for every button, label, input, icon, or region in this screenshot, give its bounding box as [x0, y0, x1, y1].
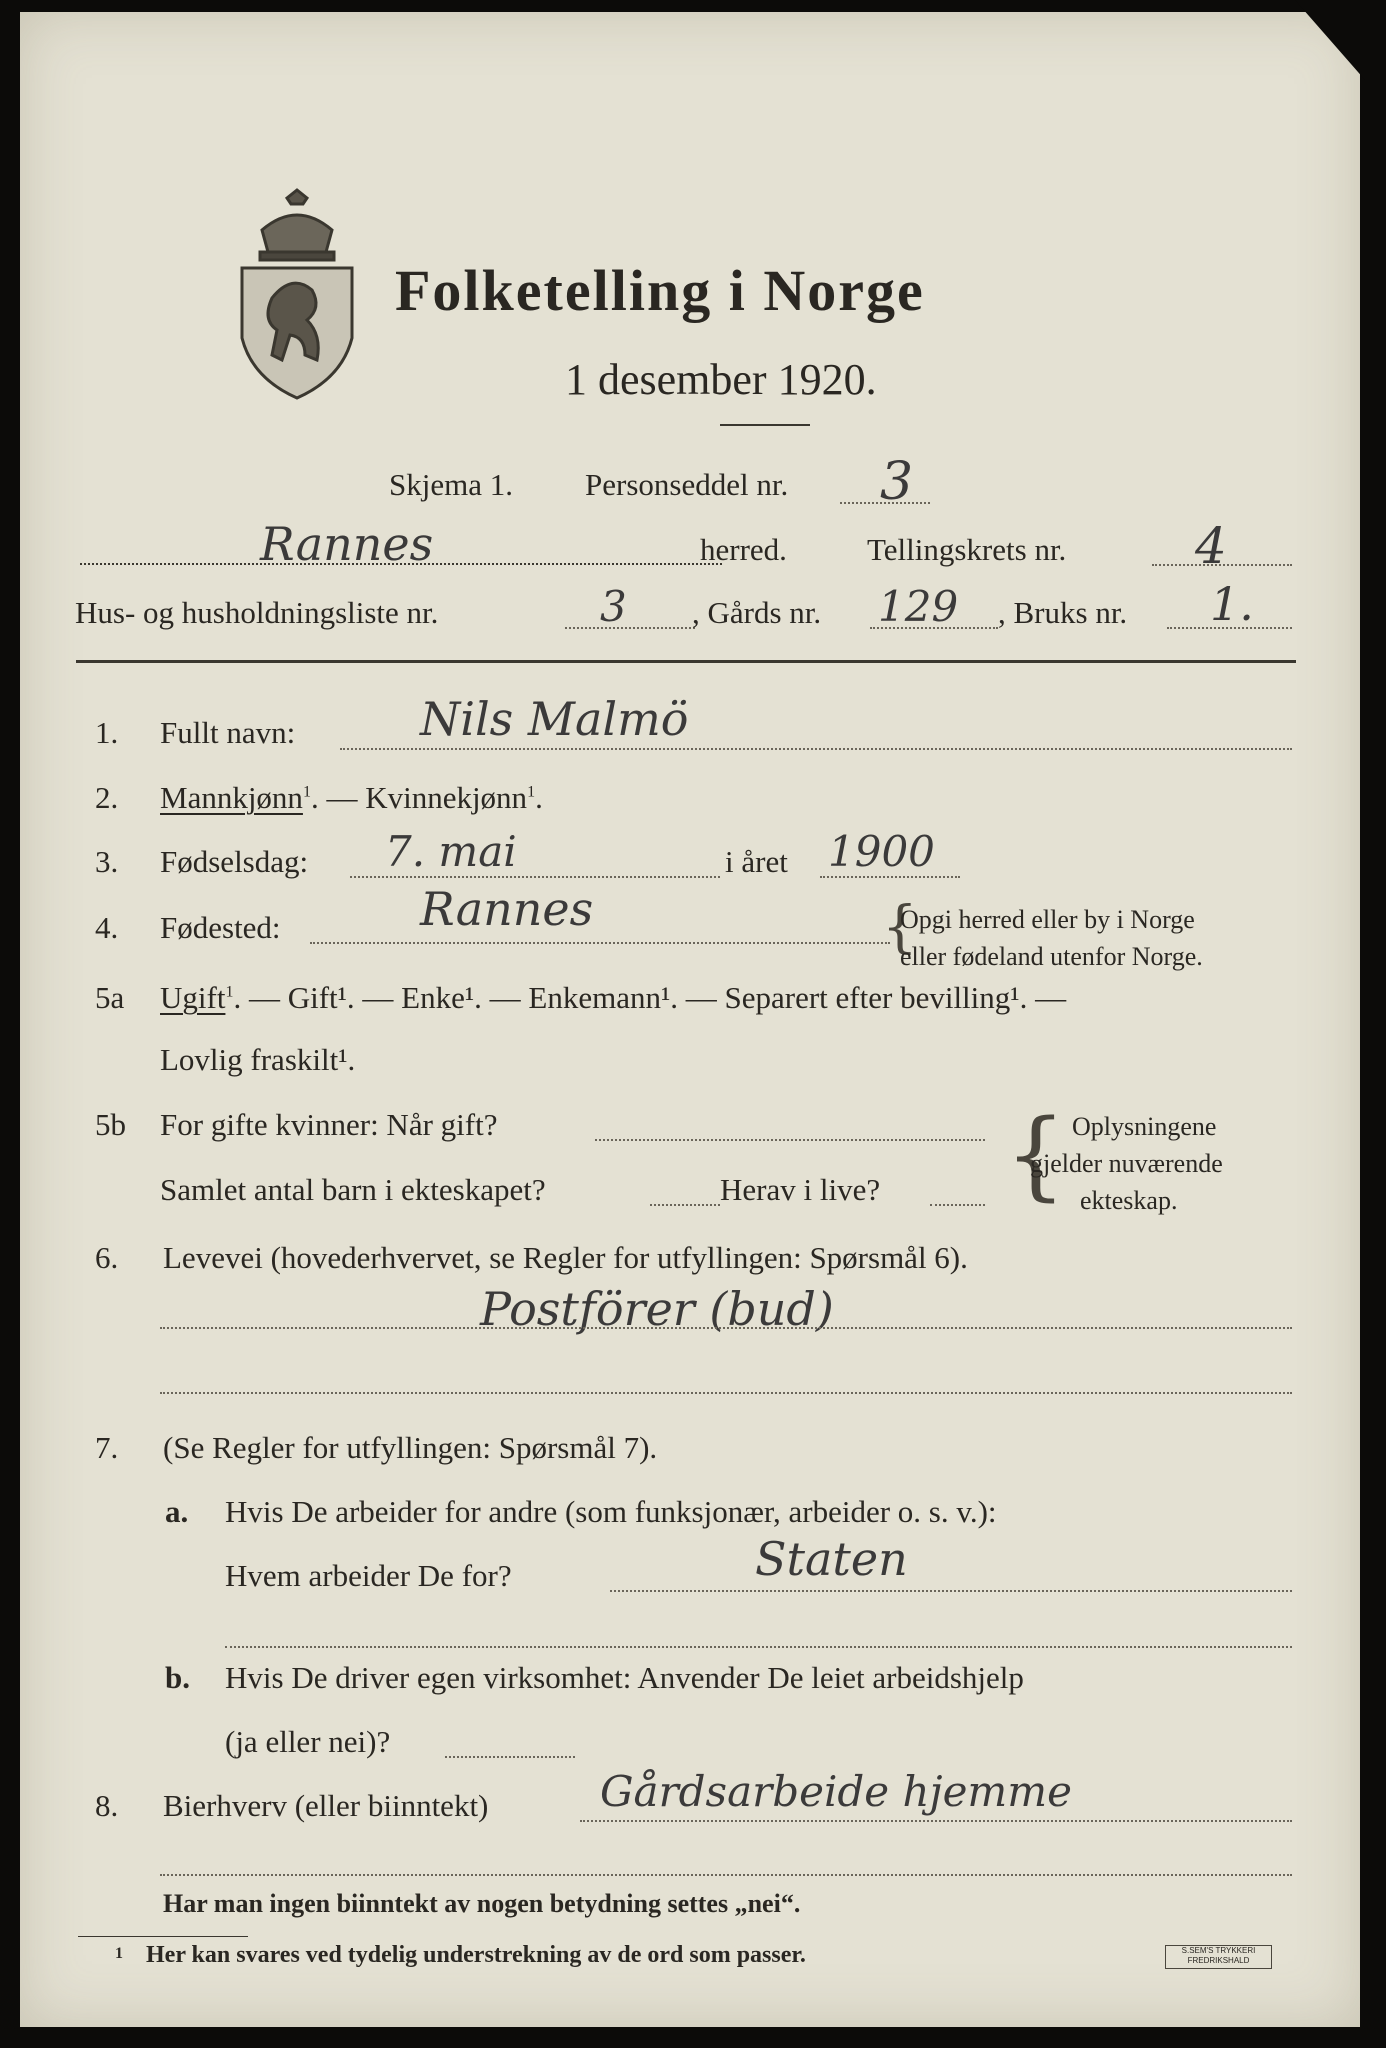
q5b-line1: For gifte kvinner: Når gift? [160, 1107, 498, 1142]
title-divider [720, 424, 810, 426]
q2-kvinne-option[interactable]: Kvinnekjønn [365, 780, 528, 815]
q5b-note-line1: Oplysningene [1072, 1112, 1217, 1141]
q6-field-line1[interactable] [160, 1327, 1292, 1329]
q7a-employer-value: Staten [755, 1532, 908, 1586]
footnote-text: Her kan svares ved tydelig understrekning av de ord som passer. [146, 1942, 806, 1968]
q2-mann-sup: 1 [302, 783, 311, 801]
q1-label: Fullt navn: [160, 715, 296, 750]
q2-options [160, 780, 543, 816]
q5a-options [160, 980, 1066, 1016]
gards-value: 129 [878, 582, 959, 631]
q4-label: Fødested: [160, 910, 281, 945]
q8-number: 8. [95, 1788, 119, 1823]
q6-label: Levevei (hovederhvervet, se Regler for utfyllingen: Spørsmål 6). [163, 1240, 968, 1275]
tellingskrets-value: 4 [1195, 517, 1227, 575]
q5b-alive-field[interactable] [930, 1204, 985, 1206]
census-form-paper [20, 12, 1360, 2027]
q6-value: Postförer (bud) [480, 1282, 834, 1336]
tellingskrets-label: Tellingskrets nr. [867, 532, 1067, 567]
q6-field-line2[interactable] [160, 1392, 1292, 1394]
q5b-children-label: Samlet antal barn i ekteskapet? [160, 1172, 546, 1207]
q5b-married-field[interactable] [595, 1139, 985, 1141]
q7b-line1: Hvis De driver egen virksomhet: Anvender De leiet arbeidshjelp [225, 1660, 1024, 1695]
husliste-value: 3 [600, 582, 627, 631]
q5a-other-options[interactable]: . — Gift¹. — Enke¹. — Enkemann¹. — Separert efter bevilling¹. — [233, 980, 1067, 1015]
q2-end: . [535, 780, 543, 815]
q7b-field[interactable] [445, 1756, 575, 1758]
q3-birthday-value: 7. mai [385, 827, 517, 876]
q4-note-bracket: { [882, 895, 918, 960]
form-title: Folketelling i Norge [395, 258, 925, 323]
coat-of-arms-icon [232, 188, 362, 400]
q7a-line1: Hvis De arbeider for andre (som funksjonær, arbeider o. s. v.): [225, 1494, 997, 1529]
q1-field[interactable] [340, 748, 1292, 750]
header-divider [76, 660, 1296, 663]
q7-label: (Se Regler for utfyllingen: Spørsmål 7). [163, 1430, 658, 1465]
bruks-value: 1. [1210, 577, 1254, 631]
q3-year-value: 1900 [828, 827, 935, 876]
q7a-line2: Hvem arbeider De for? [225, 1558, 512, 1593]
q7b-line2: (ja eller nei)? [225, 1724, 391, 1759]
q8-value: Gårdsarbeide hjemme [600, 1767, 1072, 1816]
personseddel-value: 3 [880, 452, 914, 512]
bruks-label: , Bruks nr. [998, 595, 1128, 630]
q3-aaret-label: i året [725, 844, 788, 879]
q3-label: Fødselsdag: [160, 844, 309, 879]
q2-sep: . — [310, 780, 366, 815]
q1-value: Nils Malmö [420, 692, 689, 746]
footer-note: Har man ingen biinntekt av nogen betydning settes „nei“. [163, 1889, 801, 1918]
skjema-label: Skjema 1. [389, 467, 513, 502]
q8-label: Bierhverv (eller biinntekt) [163, 1788, 489, 1823]
q4-note-line1: Opgi herred eller by i Norge [900, 905, 1195, 934]
printer-stamp-line2: FREDRIKSHALD [1187, 1956, 1250, 1965]
husliste-label: Hus- og husholdningsliste nr. [75, 595, 439, 630]
printer-stamp [1165, 1945, 1272, 1969]
q4-number: 4. [95, 910, 119, 945]
q1-number: 1. [95, 715, 119, 750]
herred-label: herred. [700, 532, 787, 567]
q5b-note-bracket: { [1005, 1099, 1067, 1211]
q5b-number: 5b [95, 1107, 126, 1142]
footnote-mark: 1 [115, 1945, 123, 1962]
q5b-children-field[interactable] [650, 1204, 720, 1206]
q5b-note-line3: ekteskap. [1080, 1186, 1178, 1215]
husliste-field[interactable] [565, 627, 695, 629]
q2-mann-option[interactable]: Mannkjønn [160, 780, 303, 815]
q3-birthday-field[interactable] [350, 876, 720, 878]
q2-number: 2. [95, 780, 119, 815]
q7-number: 7. [95, 1430, 119, 1465]
q4-field[interactable] [310, 942, 890, 944]
q8-field-line2[interactable] [160, 1874, 1292, 1876]
printer-stamp-line1: S.SEM'S TRYKKERI [1181, 1946, 1256, 1955]
personseddel-label: Personseddel nr. [585, 467, 789, 502]
q8-field[interactable] [580, 1820, 1292, 1822]
q5a-ugift-option[interactable]: Ugift [160, 980, 226, 1015]
q5a-number: 5a [95, 980, 125, 1015]
gards-label: , Gårds nr. [692, 595, 822, 630]
q7a-employer-field[interactable] [610, 1590, 1292, 1592]
herred-value: Rannes [260, 517, 434, 571]
q2-kvinne-sup: 1 [527, 783, 536, 801]
footnote-divider [78, 1936, 248, 1937]
form-date: 1 desember 1920. [565, 355, 877, 404]
q6-number: 6. [95, 1240, 119, 1275]
q4-note-line2: eller fødeland utenfor Norge. [900, 942, 1203, 971]
q4-value: Rannes [420, 882, 594, 936]
q7b-letter: b. [165, 1660, 190, 1695]
q3-year-field[interactable] [820, 876, 960, 878]
q5b-alive-label: Herav i live? [720, 1172, 881, 1207]
q5a-ugift-sup: 1 [225, 983, 234, 1001]
q7a-employer-field-line2[interactable] [225, 1646, 1292, 1648]
q3-number: 3. [95, 844, 119, 879]
q7a-letter: a. [165, 1494, 189, 1529]
q5b-note-line2: gjelder nuværende [1030, 1149, 1223, 1178]
q5a-line2[interactable]: Lovlig fraskilt¹. [160, 1042, 356, 1077]
